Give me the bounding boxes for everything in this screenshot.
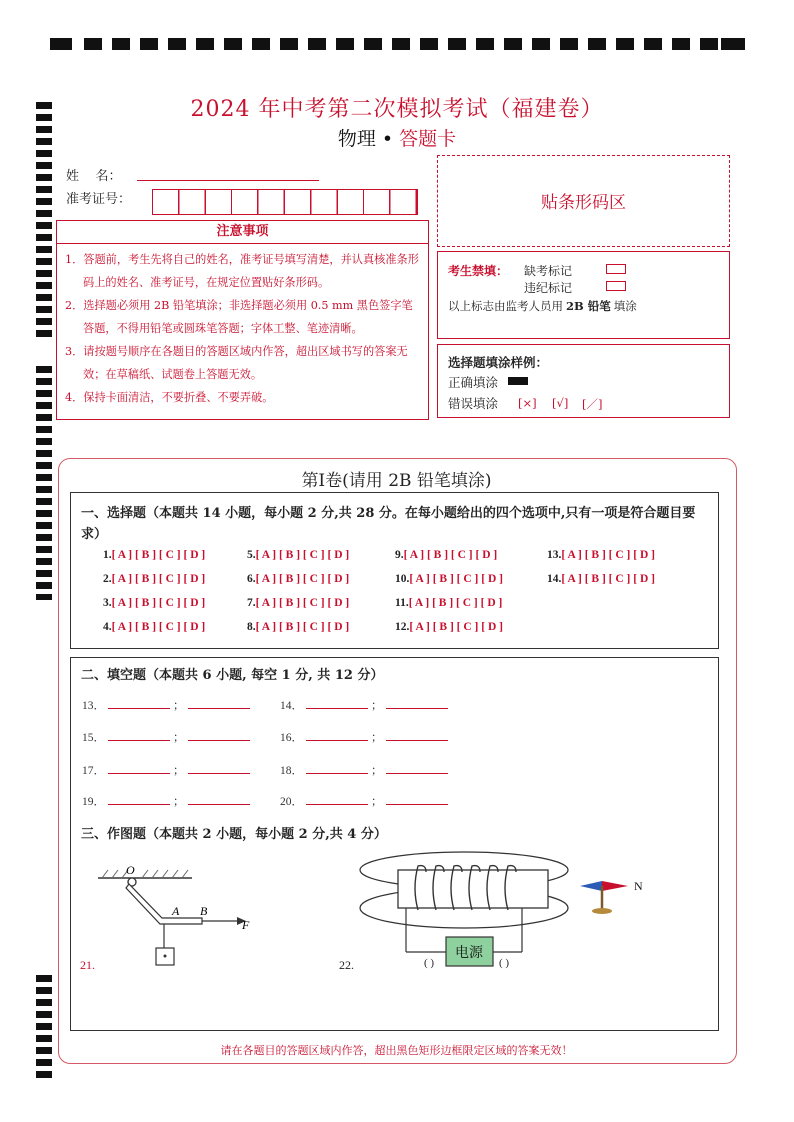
q22-number: 22. — [339, 958, 354, 972]
notice-item: 4．保持卡面清洁，不要折叠、不要弄破。 — [65, 391, 274, 404]
q-options[interactable]: [ A ] [ B ] [ C ] [ D ] — [255, 573, 350, 585]
sep: ； — [371, 700, 383, 712]
label-N: N — [634, 879, 643, 893]
fill-q13[interactable] — [82, 697, 253, 713]
name-input-line[interactable] — [137, 180, 319, 181]
fill-heading: 二、填空题（本题共 6 小题, 每空 1 分, 共 12 分） — [81, 668, 384, 683]
exam-id-label: 准考证号： — [66, 192, 132, 207]
notice-item: 1．答题前，考生先将自己的姓名，准考证号填写清楚，并认真核准条形码上的姓名、准考证号，在规定位置贴好条形码。 — [65, 253, 419, 289]
violation-mark-box[interactable] — [606, 281, 626, 291]
choice-q7[interactable] — [247, 597, 349, 609]
notice-box — [56, 220, 429, 420]
ceiling-hatching — [102, 870, 188, 878]
sep: ； — [173, 765, 185, 777]
drawing-heading: 三、作图题（本题共 2 小题，每小题 2 分,共 4 分） — [81, 827, 387, 842]
blank-line[interactable] — [188, 698, 250, 709]
q-number: 17． — [82, 765, 105, 777]
q-number: 10. — [395, 573, 410, 585]
q-options[interactable]: [ A ] [ B ] [ C ] [ D ] — [255, 621, 350, 633]
blank-line[interactable] — [188, 763, 250, 774]
blank-line[interactable] — [188, 794, 250, 805]
q-number: 13. — [547, 549, 562, 561]
absent-mark-label: 缺考标记 — [524, 264, 573, 278]
blank-line[interactable] — [386, 794, 448, 805]
correct-fill-label: 正确填涂 — [448, 375, 499, 390]
fill-q20[interactable] — [280, 793, 451, 809]
exam-id-boxes[interactable] — [152, 189, 418, 215]
sep: ； — [371, 732, 383, 744]
timing-mark-bar — [50, 38, 745, 50]
q-number: 18． — [280, 765, 303, 777]
fill-q15[interactable] — [82, 729, 253, 745]
blank-line[interactable] — [108, 730, 170, 741]
q-number: 20． — [280, 796, 303, 808]
choice-q9[interactable] — [395, 549, 497, 561]
notice-heading: 注意事项 — [57, 221, 428, 244]
choice-q13[interactable] — [547, 549, 655, 561]
card-subtitle — [0, 124, 794, 151]
q-options[interactable]: [ A ] [ B ] [ C ] [ D ] — [409, 621, 503, 633]
choice-heading: 一、选择题（本题共 14 小题，每小题 2 分,共 28 分。在每小题给出的四个选项中,只有一项是符合题目要求） — [81, 506, 696, 542]
q-number: 5. — [247, 549, 256, 561]
q-number: 12. — [395, 621, 410, 633]
q-number: 8. — [247, 621, 256, 633]
iron-core — [398, 870, 548, 908]
lever-rod — [126, 884, 202, 924]
barcode-area[interactable] — [437, 155, 730, 247]
choice-q1[interactable] — [103, 549, 205, 561]
q-number: 15． — [82, 732, 105, 744]
sep: ； — [371, 796, 383, 808]
sep: ； — [371, 765, 383, 777]
blank-line[interactable] — [188, 730, 250, 741]
polarity-left: ( ) — [424, 957, 435, 969]
forbidden-note-bold: 2B 铅笔 — [566, 299, 611, 313]
left-timing-marks-bottom — [36, 975, 52, 1081]
fill-sample-box — [437, 344, 730, 418]
choice-q10[interactable] — [395, 573, 503, 585]
card-type-label: 答题卡 — [399, 128, 457, 150]
q-number: 13． — [82, 700, 105, 712]
q-options[interactable]: [ A ] [ B ] [ C ] [ D ] — [408, 597, 503, 609]
q-options[interactable]: [ A ] [ B ] [ C ] [ D ] — [409, 573, 503, 585]
part1-title: 第Ⅰ卷(请用 2B 铅笔填涂) — [301, 471, 492, 491]
choice-q14[interactable] — [547, 573, 655, 585]
choice-q5[interactable] — [247, 549, 349, 561]
q-options[interactable]: [ A ] [ B ] [ C ] [ D ] — [111, 573, 206, 585]
name-label: 姓 名： — [66, 169, 122, 184]
q-number: 11. — [395, 597, 409, 609]
needle-north — [602, 881, 628, 891]
separator-dot: • — [381, 128, 394, 150]
blank-line[interactable] — [306, 794, 368, 805]
sample-heading: 选择题填涂样例： — [448, 355, 549, 370]
blank-line[interactable] — [306, 763, 368, 774]
forbidden-note-prefix: 以上标志由监考人员用 — [448, 299, 563, 313]
choice-q12[interactable] — [395, 621, 503, 633]
fill-q19[interactable] — [82, 793, 253, 809]
correct-fill-mark — [508, 377, 528, 385]
q22-solenoid-figure[interactable] — [356, 848, 656, 978]
q-options[interactable]: [ A ] [ B ] [ C ] [ D ] — [561, 573, 655, 585]
power-label: 电源 — [455, 945, 483, 961]
forbidden-label: 考生禁填： — [448, 264, 509, 278]
exam-title: 2024 年中考第二次模拟考试（福建卷） — [190, 97, 604, 122]
choice-q3[interactable] — [103, 597, 205, 609]
forbidden-note — [448, 298, 637, 314]
sep: ； — [173, 700, 185, 712]
blank-line[interactable] — [386, 763, 448, 774]
blank-line[interactable] — [386, 730, 448, 741]
q-number: 1. — [103, 549, 112, 561]
q-number: 19． — [82, 796, 105, 808]
q-options[interactable]: [ A ] [ B ] [ C ] [ D ] — [255, 597, 350, 609]
subject-label: 物理 — [337, 128, 376, 150]
q-options[interactable]: [ A ] [ B ] [ C ] [ D ] — [255, 549, 350, 561]
choice-q11[interactable] — [395, 597, 502, 609]
compass-stand — [592, 908, 612, 914]
wrong-fill-label: 错误填涂 — [448, 396, 499, 411]
q-number: 4. — [103, 621, 112, 633]
q-number: 6. — [247, 573, 256, 585]
forbidden-note-suffix: 填涂 — [613, 299, 637, 313]
blank-line[interactable] — [108, 698, 170, 709]
blank-line[interactable] — [386, 698, 448, 709]
q21-lever-figure[interactable] — [92, 860, 262, 970]
blank-line[interactable] — [108, 794, 170, 805]
q21-number: 21. — [80, 958, 95, 972]
blank-line[interactable] — [306, 730, 368, 741]
q-number: 14. — [547, 573, 562, 585]
blank-line[interactable] — [108, 763, 170, 774]
left-timing-marks-middle — [36, 366, 52, 600]
fill-q18[interactable] — [280, 762, 451, 778]
q-options[interactable]: [ A ] [ B ] [ C ] [ D ] — [111, 597, 206, 609]
fill-q17[interactable] — [82, 762, 253, 778]
absent-mark-box[interactable] — [606, 264, 626, 274]
blank-line[interactable] — [306, 698, 368, 709]
footer-warning: 请在各题目的答题区域内作答，超出黑色矩形边框限定区域的答案无效！ — [220, 1044, 573, 1057]
fill-q16[interactable] — [280, 729, 451, 745]
notice-item: 3．请按题号顺序在各题目的答题区域内作答，超出区域书写的答案无效；在草稿纸、试题卷上答题无效。 — [65, 345, 408, 381]
polarity-right: ( ) — [499, 957, 510, 969]
barcode-area-label: 贴条形码区 — [541, 193, 626, 213]
q-number: 16． — [280, 732, 303, 744]
label-F: F — [242, 918, 250, 932]
choice-q6[interactable] — [247, 573, 349, 585]
choice-q4[interactable] — [103, 621, 205, 633]
sep: ； — [173, 796, 185, 808]
wrong-mark-2: [√] — [552, 396, 569, 410]
examinee-forbidden-box — [437, 251, 730, 339]
violation-mark-label: 违纪标记 — [524, 281, 573, 295]
q-number: 7. — [247, 597, 256, 609]
q-number: 2. — [103, 573, 112, 585]
choice-q8[interactable] — [247, 621, 349, 633]
q-number: 9. — [395, 549, 404, 561]
fill-q14[interactable] — [280, 697, 451, 713]
wrong-mark-1: [×] — [518, 396, 537, 410]
label-A: A — [172, 904, 180, 918]
q-options[interactable]: [ A ] [ B ] [ C ] [ D ] — [111, 621, 206, 633]
label-O: O — [126, 863, 135, 877]
q-number: 3. — [103, 597, 112, 609]
q-options[interactable]: [ A ] [ B ] [ C ] [ D ] — [111, 549, 206, 561]
q-number: 14． — [280, 700, 303, 712]
q-options[interactable]: [ A ] [ B ] [ C ] [ D ] — [561, 549, 655, 561]
needle-south — [580, 881, 602, 891]
sep: ； — [173, 732, 185, 744]
label-B: B — [200, 904, 208, 918]
choice-q2[interactable] — [103, 573, 205, 585]
q-options[interactable]: [ A ] [ B ] [ C ] [ D ] — [403, 549, 498, 561]
wrong-mark-3: [／] — [582, 397, 603, 411]
notice-item: 2．选择题必须用 2B 铅笔填涂；非选择题必须用 0.5 mm 黑色签字笔答题，不得用铅笔或圆珠笔答题；字体工整、笔迹清晰。 — [65, 299, 413, 335]
